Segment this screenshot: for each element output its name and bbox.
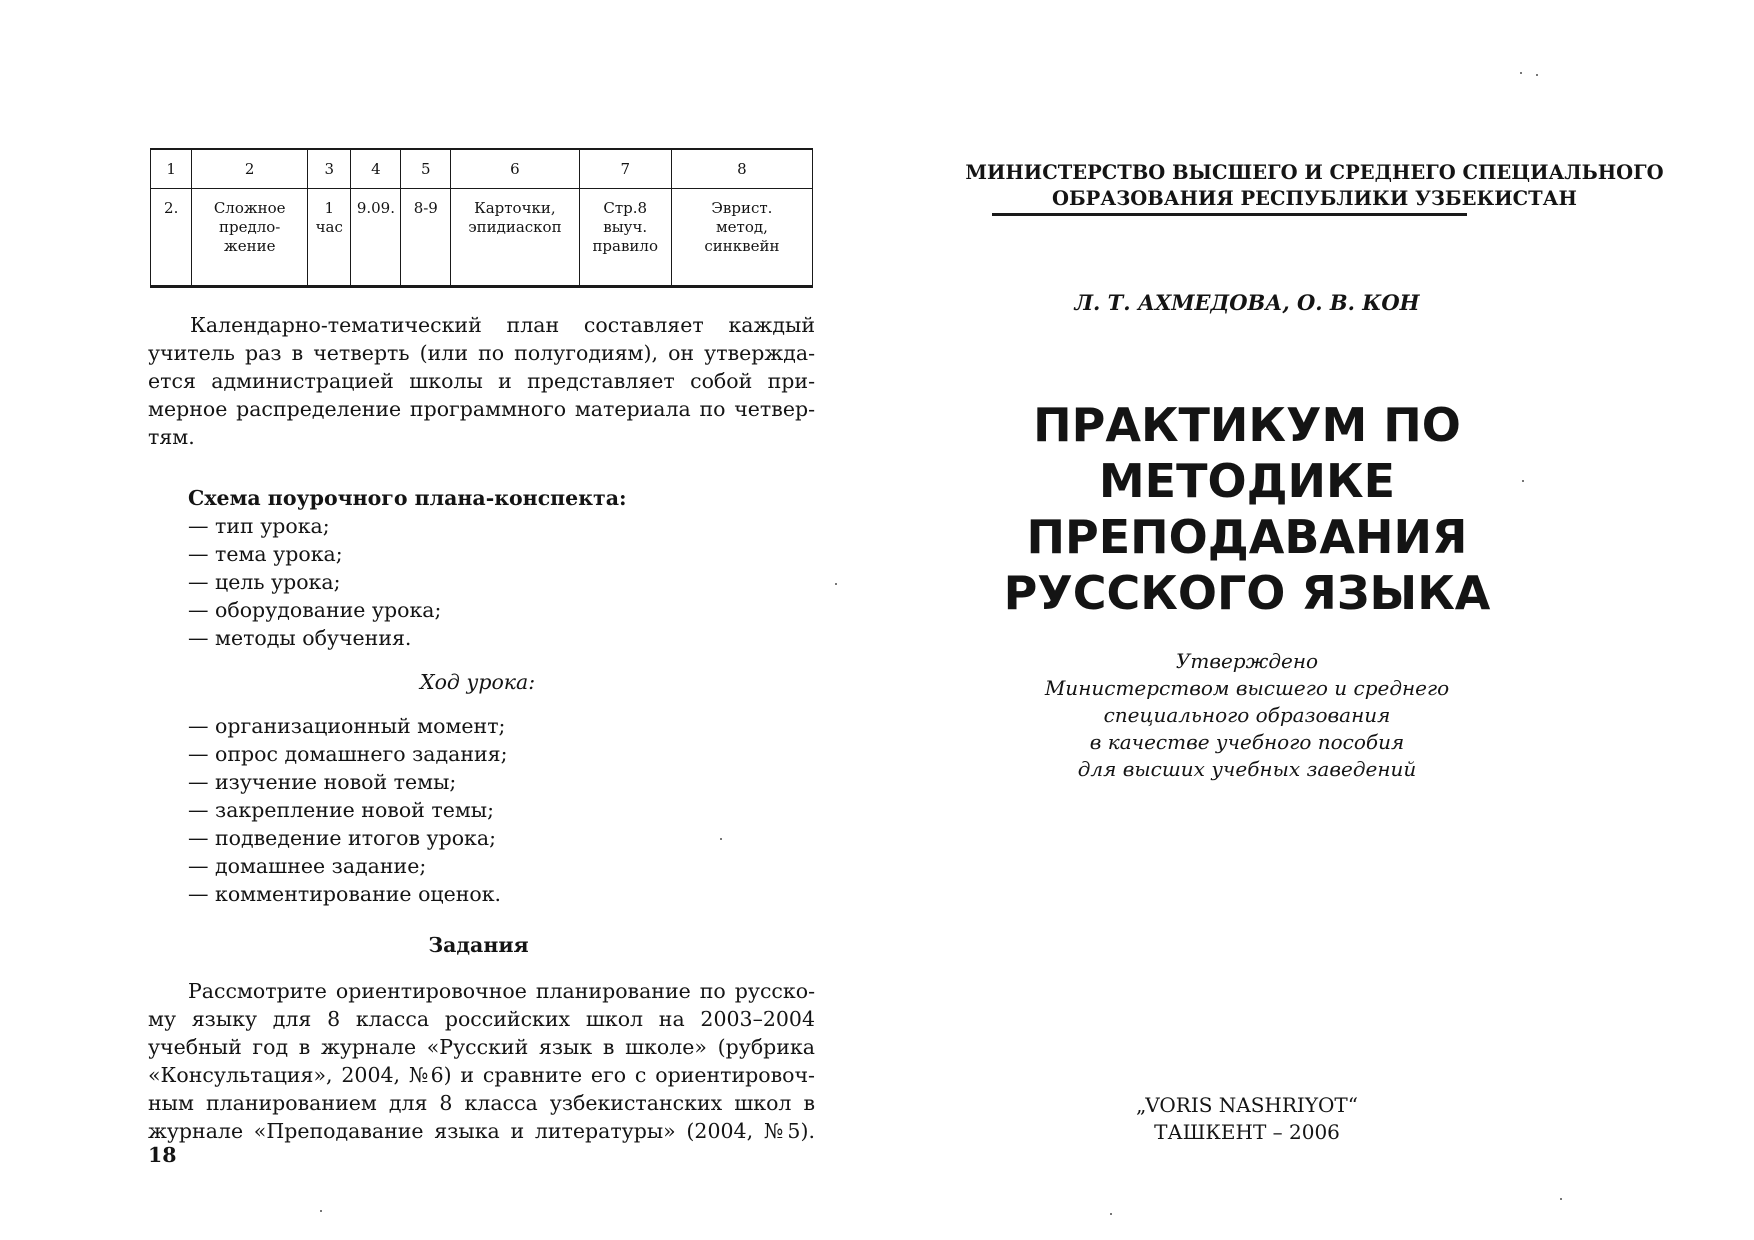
paragraph-line: ется администрацией школы и представляет собой при- <box>148 369 815 393</box>
publisher-name: „VORIS NASHRIYOT“ <box>1136 1093 1358 1117</box>
title-line: ПРАКТИКУМ ПО <box>1033 398 1461 452</box>
cell-line: эпидиаскоп <box>468 217 562 236</box>
table-header-cell: 3 <box>308 149 351 189</box>
table-cell <box>192 189 308 287</box>
cell-line: синквейн <box>704 236 780 255</box>
approval-line: для высших учебных заведений <box>1077 757 1417 781</box>
publisher-imprint <box>877 1092 1617 1146</box>
table-header-row <box>151 149 813 189</box>
table-cell <box>351 189 401 287</box>
tasks-heading: Задания <box>428 933 529 957</box>
calendar-plan-paragraph <box>148 311 815 451</box>
ministry-line: МИНИСТЕРСТВО ВЫСШЕГО И СРЕДНЕГО СПЕЦИАЛЬНОГО <box>965 161 1664 184</box>
list-item: — комментирование оценок. <box>188 882 502 906</box>
paragraph-line: учитель раз в четверть (или по полугодиям), он утвержда- <box>148 341 815 365</box>
list-item: — методы обучения. <box>188 626 412 650</box>
table-header-cell: 4 <box>351 149 401 189</box>
table-cell <box>401 189 451 287</box>
lesson-plan-table <box>150 148 813 288</box>
cell-line: выуч. <box>603 217 648 236</box>
table-cell <box>579 189 671 287</box>
scan-speck <box>1110 1213 1112 1215</box>
title-line: МЕТОДИКЕ <box>1098 454 1396 508</box>
table-cell <box>671 189 812 287</box>
course-title: Ход урока: <box>420 670 536 694</box>
title-line: ПРЕПОДАВАНИЯ <box>1026 510 1468 564</box>
cell-line: 2. <box>164 199 179 217</box>
cell-line: Эврист. <box>711 199 773 217</box>
list-item: — опрос домашнего задания; <box>188 742 508 766</box>
approval-line: Утверждено <box>1175 649 1319 673</box>
list-item: — тема урока; <box>188 542 343 566</box>
list-item: — подведение итогов урока; <box>188 826 497 850</box>
scan-speck <box>1536 74 1538 76</box>
course-list <box>188 712 507 908</box>
table-header-cell: 7 <box>579 149 671 189</box>
header-rule <box>992 213 1467 216</box>
right-page <box>877 0 1754 1240</box>
list-item: — тип урока; <box>188 514 330 538</box>
tasks-paragraph <box>148 977 815 1145</box>
table-header-cell: 6 <box>451 149 579 189</box>
schema-title: Схема поурочного плана-конспекта: <box>188 486 627 510</box>
scan-speck <box>1560 1198 1562 1200</box>
cell-line: 9.09. <box>356 199 395 217</box>
ministry-header <box>917 160 1712 212</box>
cell-line: час <box>315 217 343 236</box>
table-cell <box>451 189 579 287</box>
table-header-cell: 1 <box>151 149 192 189</box>
publisher-city-year: ТАШКЕНТ – 2006 <box>1154 1120 1340 1144</box>
approval-line: Министерством высшего и среднего <box>1044 676 1450 700</box>
list-item: — организационный момент; <box>188 714 506 738</box>
paragraph-line: Календарно-тематический план составляет каждый <box>190 313 815 337</box>
cell-line: метод, <box>715 217 768 236</box>
table-header-cell: 5 <box>401 149 451 189</box>
approval-line: специального образования <box>1103 703 1391 727</box>
cell-line: 1 <box>324 199 335 217</box>
authors: Л. Т. АХМЕДОВА, О. В. КОН <box>1074 290 1420 315</box>
list-item: — изучение новой темы; <box>188 770 457 794</box>
schema-list <box>188 512 441 652</box>
cell-line: жение <box>223 236 276 255</box>
list-item: — цель урока; <box>188 570 341 594</box>
cell-line: предло- <box>219 217 281 236</box>
paragraph-line: му языку для 8 класса российских школ на 2003–2004 <box>148 1007 815 1031</box>
book-title <box>877 397 1617 621</box>
table-row <box>151 189 813 287</box>
table-header-cell: 8 <box>671 149 812 189</box>
scan-speck <box>1522 480 1524 482</box>
page-number: 18 <box>148 1143 177 1167</box>
paragraph-line: Рассмотрите ориентировочное планирование по русско- <box>188 979 815 1003</box>
cell-line: 8-9 <box>413 199 438 217</box>
list-item: — оборудование урока; <box>188 598 442 622</box>
cell-line: Сложное <box>213 199 286 217</box>
cell-line: Стр.8 <box>603 199 648 217</box>
paragraph-line: учебный год в журнале «Русский язык в школе» (рубрика <box>148 1035 815 1059</box>
paragraph-line: тям. <box>148 425 195 449</box>
table-cell <box>151 189 192 287</box>
paragraph-line: «Консультация», 2004, №6) и сравните его с ориентировоч- <box>148 1063 815 1087</box>
paragraph-line: ным планированием для 8 класса узбекистанских школ в <box>148 1091 815 1115</box>
title-line: РУССКОГО ЯЗЫКА <box>1003 566 1491 620</box>
paragraph-line: мерное распределение программного материала по четвер- <box>148 397 815 421</box>
ministry-line: ОБРАЗОВАНИЯ РЕСПУБЛИКИ УЗБЕКИСТАН <box>1052 187 1577 210</box>
scan-speck <box>835 583 837 585</box>
scan-speck <box>320 1210 322 1212</box>
table-cell <box>308 189 351 287</box>
table-header-cell: 2 <box>192 149 308 189</box>
scan-speck <box>720 838 722 840</box>
scan-speck <box>1520 72 1522 74</box>
cell-line: Карточки, <box>474 199 556 217</box>
paragraph-line: журнале «Преподавание языка и литературы» (2004, №5). <box>148 1119 815 1143</box>
cell-line: правило <box>592 236 658 255</box>
list-item: — закрепление новой темы; <box>188 798 494 822</box>
list-item: — домашнее задание; <box>188 854 427 878</box>
approval-line: в качестве учебного пособия <box>1089 730 1405 754</box>
approval-note <box>877 648 1617 783</box>
